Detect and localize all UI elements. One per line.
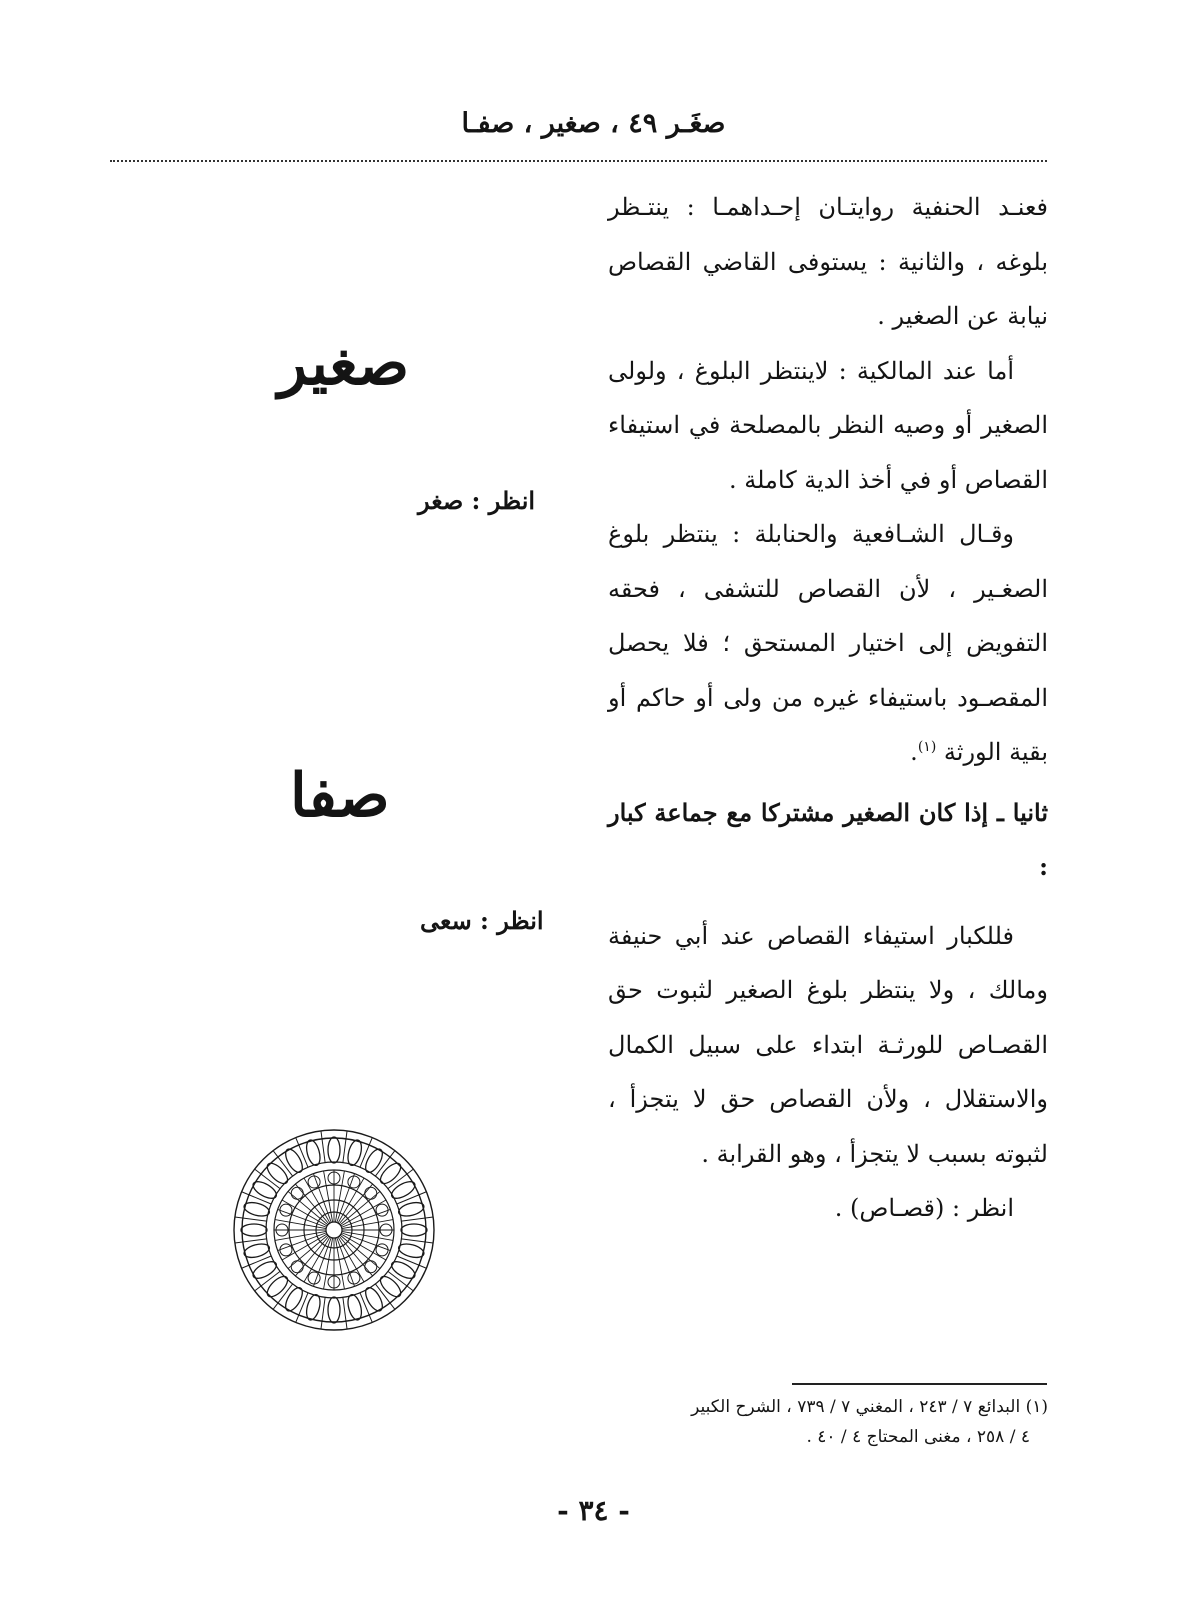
footnote-line-2: ٤ / ٢٥٨ ، مغنى المحتاج ٤ / ٤٠ . bbox=[806, 1427, 1030, 1447]
running-header: صغَـر ٤٩ ، صغير ، صفـا bbox=[461, 108, 726, 139]
paragraph-adults: فللكبار استيفاء القصاص عند أبي حنيفة ومالك ، ولا ينتظر بلوغ الصغير لثبوت حق القصـاص للورثـة ابتداء على سبيل الكمال والاستقلال ، ولأن القصاص حق لا يتجزأ ، لثبوته بسبب لا يتجزأ ، وهو القرابة . bbox=[608, 921, 1048, 1168]
paragraph-maliki: أما عند المالكية : لاينتظر البلوغ ، ولولى الصغير أو وصيه النظر بالمصلحة في استيفاء القصاص أو في أخذ الدية كاملة . bbox=[608, 356, 1048, 494]
header-dotted-rule bbox=[110, 160, 1047, 162]
section-heading-second: ثانيا ـ إذا كان الصغير مشتركا مع جماعة كبار : bbox=[608, 797, 1048, 881]
entry-word-saghir: صغير bbox=[278, 329, 410, 399]
paragraph-shafii-text: وقـال الشـافعية والحنابلة : ينتظر بلوغ الصغـير ، لأن القصاص للتشفى ، فحقه التفويض إلى اختيار المستحق ؛ فلا يحصل المقصـود باستيفاء غيره من ولى أو حاكم أو بقية الورثة bbox=[608, 520, 1048, 766]
main-text-column bbox=[608, 180, 1048, 1236]
see-reference-saghar: انظر : صغر bbox=[418, 486, 536, 515]
footnote-separator bbox=[792, 1383, 1047, 1385]
paragraph-shafii-hanbali bbox=[608, 507, 1048, 780]
footnote-line-1: (١) البدائع ٧ / ٢٤٣ ، المغني ٧ / ٧٣٩ ، الشرح الكبير bbox=[691, 1397, 1048, 1417]
paragraph-hanafi: فعنـد الحنفية روايتـان إحـداهمـا : ينتـظر بلوغه ، والثانية : يستوفى القاضي القصاص نيابة عن الصغير . bbox=[608, 193, 1048, 330]
paragraph-end-period: . bbox=[910, 738, 918, 766]
see-reference-saa: انظر : سعى bbox=[420, 906, 544, 935]
paragraph-see-qisas: انظر : (قصـاص) . bbox=[834, 1194, 1014, 1222]
page-number: - ٣٤ - bbox=[557, 1494, 630, 1527]
entry-word-safa: صفا bbox=[290, 761, 390, 831]
footnote bbox=[600, 1392, 1048, 1452]
footnote-marker: (١) bbox=[917, 739, 937, 755]
rosette-ornament-icon bbox=[224, 1120, 444, 1340]
